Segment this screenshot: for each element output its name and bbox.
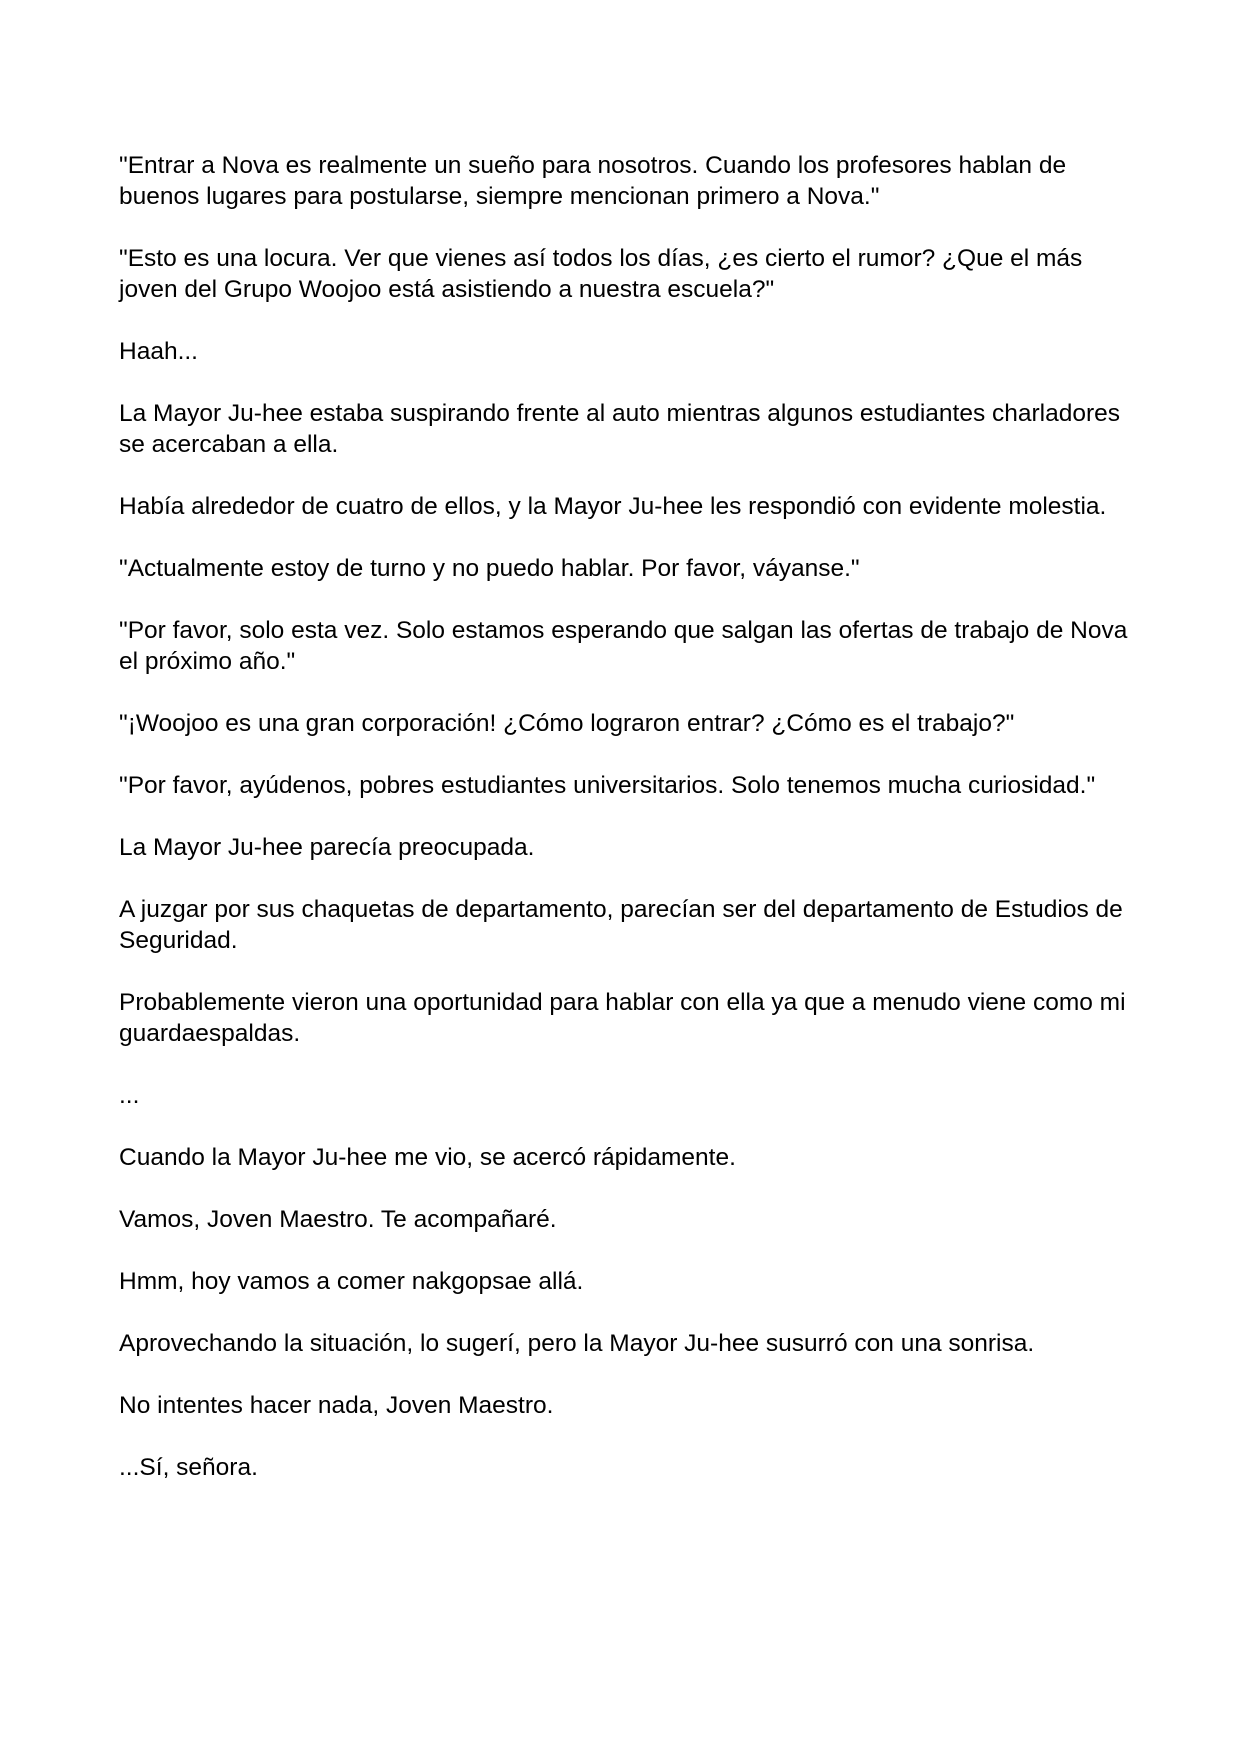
paragraph: Había alrededor de cuatro de ellos, y la Mayor Ju-hee les respondió con evidente molestia. [119, 493, 1107, 520]
paragraph: A juzgar por sus chaquetas de departamento, parecían ser del departamento de Estudios de Seguridad. [119, 896, 1123, 954]
paragraph: Probablemente vieron una oportunidad para hablar con ella ya que a menudo viene como mi guardaespaldas. [119, 989, 1126, 1047]
paragraph: "Esto es una locura. Ver que vienes así todos los días, ¿es cierto el rumor? ¿Que el más joven del Grupo Woojoo está asistiendo a nuestra escuela?" [119, 245, 1083, 303]
paragraph: Hmm, hoy vamos a comer nakgopsae allá. [119, 1268, 584, 1295]
paragraph: "Por favor, solo esta vez. Solo estamos esperando que salgan las ofertas de trabajo de Nova el próximo año." [119, 617, 1128, 675]
paragraph: La Mayor Ju-hee estaba suspirando frente al auto mientras algunos estudiantes charladores se acercaban a ella. [119, 400, 1121, 458]
paragraph: La Mayor Ju-hee parecía preocupada. [119, 834, 535, 861]
paragraph: Vamos, Joven Maestro. Te acompañaré. [119, 1206, 557, 1233]
paragraph: Haah... [119, 338, 198, 365]
paragraph: Aprovechando la situación, lo sugerí, pero la Mayor Ju-hee susurró con una sonrisa. [119, 1330, 1035, 1357]
paragraph: Cuando la Mayor Ju-hee me vio, se acercó rápidamente. [119, 1144, 736, 1171]
paragraph: "Por favor, ayúdenos, pobres estudiantes universitarios. Solo tenemos mucha curiosidad." [119, 772, 1096, 799]
paragraph: ...Sí, señora. [119, 1454, 258, 1481]
paragraph: "¡Woojoo es una gran corporación! ¿Cómo lograron entrar? ¿Cómo es el trabajo?" [119, 710, 1015, 737]
paragraph: ... [119, 1082, 140, 1109]
paragraph: "Actualmente estoy de turno y no puedo hablar. Por favor, váyanse." [119, 555, 860, 582]
paragraph: "Entrar a Nova es realmente un sueño para nosotros. Cuando los profesores hablan de buenos lugares para postularse, siempre mencionan primero a Nova." [119, 152, 1067, 210]
paragraph: No intentes hacer nada, Joven Maestro. [119, 1392, 554, 1419]
document-body [119, 150, 1129, 1514]
